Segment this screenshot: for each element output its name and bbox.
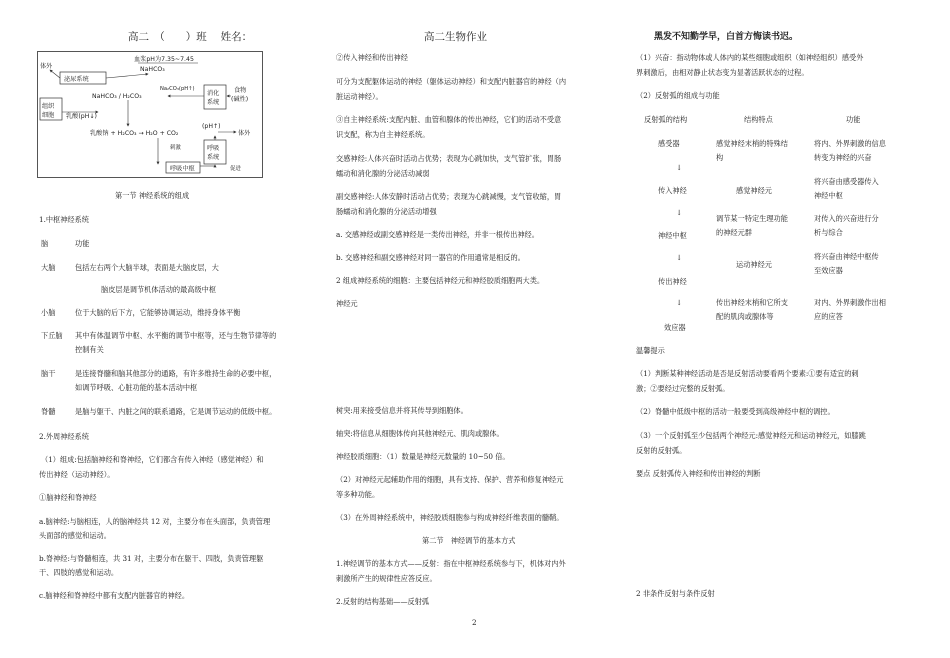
excitation-definition: （1）兴奋：指动物体或人体内的某些细胞或组织（如神经组织）感受外: [636, 53, 864, 62]
pns-composition-2: 传出神经（运动神经）。: [39, 470, 115, 479]
arrow-down-1: ↓: [676, 163, 683, 172]
row-hypothalamus-v1: 其中有体温调节中枢、水平衡的调节中枢等，还与生物节律等的: [75, 331, 277, 340]
arrow-down-2: ↓: [676, 208, 683, 217]
th-structure: 反射弧的结构: [644, 115, 688, 124]
row-center-c2: 析与综合: [814, 228, 843, 237]
row-center-b2: 的神经元群: [716, 228, 752, 237]
th-feature: 结构特点: [744, 115, 773, 124]
pns-composition: （1）组成:包括脑神经和脊神经，它们都含有传入神经（感觉神经）和: [41, 455, 264, 464]
neuron-label: 神经元: [336, 299, 358, 308]
somatic-visceral: 可分为支配躯体运动的神经（躯体运动神经）和支配内脏器官的神经（内: [336, 77, 567, 86]
cranial-nerves: a.脑神经:与脑相连，人的脑神经共 12 对，主要分布在头面部，负责管理: [39, 517, 271, 526]
column-2: [336, 0, 626, 658]
row-efferent-c1: 将兴奋由神经中枢传: [814, 252, 879, 261]
sympathetic-2: 蠕动和消化腺的分泌活动减弱: [336, 169, 430, 178]
row-center: 神经中枢: [658, 231, 687, 240]
excitation-definition-2: 界刺激后，由相对静止状态变为显著活跃状态的过程。: [636, 68, 809, 77]
lactate-equation: 乳酸钠 + H₂CO₃ → H₂O + CO₂: [90, 130, 179, 137]
sympathetic: 交感神经:人体兴奋时活动占优势；表现为心跳加快，支气管扩张，胃肠: [336, 154, 562, 163]
row-afferent-c1: 将兴奋由感受器传入: [814, 177, 879, 186]
lactic-acid: 乳酸(pH↓): [66, 113, 97, 120]
autonomic-system: ③自主神经系统:支配内脏、血管和腺体的传出神经，它们的活动不受意: [336, 115, 562, 124]
row-hypothalamus-v2: 控制有关: [75, 345, 104, 354]
svg-text:(碱性): (碱性): [231, 96, 249, 103]
tips-heading: 温馨提示: [636, 346, 665, 355]
row-cerebrum-key: 大脑: [41, 263, 56, 272]
svg-text:细胞: 细胞: [42, 112, 55, 119]
section1-title: 第一节 神经系统的组成: [115, 191, 190, 200]
somatic-visceral-2: 脏运动神经）。: [336, 92, 383, 101]
arrow-down-3: ↓: [676, 253, 683, 262]
row-receptor-c2: 转变为神经的兴奋: [814, 153, 872, 162]
row-center-c1: 对传入的兴奋进行分: [814, 214, 879, 223]
row-efferent-b1: 运动神经元: [736, 260, 772, 269]
row-center-b1: 调节某一特定生理功能: [716, 214, 788, 223]
row-receptor: 感受器: [658, 139, 680, 148]
row-receptor-b1: 感觉神经末梢的特殊结: [716, 139, 788, 148]
row-hypothalamus-key: 下丘脑: [41, 331, 63, 340]
glia-myelin: （3）在外周神经系统中，神经胶质细胞参与构成神经纤维表面的髓鞘。: [336, 513, 564, 522]
th-function: 功能: [846, 115, 861, 124]
arrow-down-4: ↓: [676, 298, 683, 307]
food-label: 食物: [234, 87, 247, 94]
dendrite: 树突:用来接受信息并将其传导到细胞体。: [336, 406, 468, 415]
reflex-arc-heading: 2.反射的结构基础——反射弧: [336, 597, 430, 606]
respiratory-center: 呼吸中枢: [170, 165, 195, 173]
row-brainstem-v2: 如调节呼吸、心脏功能的基本活动中枢: [75, 383, 198, 392]
row-cerebrum-v2: 脑皮层是调节机体活动的最高级中枢: [101, 285, 217, 294]
parasympathetic-2: 肠蠕动和消化腺的分泌活动增强: [336, 207, 437, 216]
tip-3: （3）一个反射弧至少包括两个神经元:感觉神经元和运动神经元，如膝跳: [636, 431, 866, 440]
tip-1: （1）判断某种神经活动是否是反射活动要看两个要素:①要有适宜的刺: [636, 369, 859, 378]
plasma-ph-label: 血浆pH为7.35~7.45: [134, 56, 194, 63]
th-function: 功能: [75, 239, 90, 248]
key-point: 要点 反射弧传入神经和传出神经的判断: [636, 469, 761, 478]
spinal-nerves: b.脊神经:与脊髓相连，共 31 对，主要分布在躯干、四肢，负责管理躯: [39, 554, 264, 563]
stimulate-label: 刺激: [170, 145, 181, 151]
svg-text:系统: 系统: [207, 99, 220, 106]
spinal-nerves-2: 干、四肢的感觉和运动。: [39, 568, 119, 577]
row-brainstem-key: 脑干: [41, 369, 56, 378]
header-motto: 黑发不知勤学早，白首方悔读书迟。: [654, 32, 799, 42]
buffer-pair: NaHCO₃ / H₂CO₃: [92, 93, 142, 100]
ph-up: (pH↑): [202, 123, 221, 130]
row-effector-c2: 应的应答: [814, 312, 843, 321]
body-out-2: 体外: [238, 130, 251, 137]
axon: 轴突:将信息从细胞体传向其他神经元、肌肉或腺体。: [336, 429, 504, 438]
row-efferent: 传出神经: [658, 277, 687, 286]
column-1: [37, 0, 319, 658]
header-class-name: 高二 （ ）班 姓名：: [128, 31, 253, 43]
row-spinal-key: 脊髓: [41, 407, 56, 416]
parasympathetic: 副交感神经:人体安静时活动占优势；表现为心跳减慢，支气管收缩，胃: [336, 192, 562, 201]
cranial-nerves-2: 头面部的感觉和运动。: [39, 531, 111, 540]
header-title: 高二生物作业: [424, 31, 487, 43]
cranial-spinal-heading: ①脑神经和脊神经: [39, 493, 97, 502]
reflex-arc-subheading: （2）反射弧的组成与功能: [636, 91, 720, 100]
glia-function-2: 等多种功能。: [336, 490, 380, 499]
visceral-nerves: c.脑神经和脊神经中都有支配内脏器官的神经。: [39, 591, 190, 600]
glia-count: 神经胶质细胞：（1）数量是神经元数量的 10~50 倍。: [336, 452, 510, 461]
reflex-definition: 1.神经调节的基本方式——反射：指在中枢神经系统参与下，机体对内外: [336, 559, 566, 568]
na2co3-label: Na₂CO₃(pH↑): [160, 86, 195, 92]
row-effector-b2: 配的肌肉或腺体等: [716, 312, 774, 321]
row-efferent-c2: 至效应器: [814, 266, 843, 275]
reflex-definition-2: 刺激所产生的规律性应答反应。: [336, 574, 437, 583]
page-number: 2: [472, 618, 477, 627]
row-cerebellum-v1: 位于大脑的后下方，它能够协调运动，维持身体平衡: [75, 308, 241, 317]
unconditioned-heading: 2 非条件反射与条件反射: [636, 589, 715, 598]
row-afferent-c2: 神经中枢: [814, 191, 843, 200]
note-b: b. 交感神经和副交感神经对同一器官的作用通常是相反的。: [336, 253, 525, 262]
row-afferent: 传入神经: [658, 186, 687, 195]
cell-types: 2 组成神经系统的细胞：主要包括神经元和神经胶质细胞两大类。: [336, 276, 545, 285]
tip-2: （2）脊髓中低级中枢的活动一般要受到高级神经中枢的调控。: [636, 407, 835, 416]
row-cerebrum-v1: 包括左右两个大脑半球，表面是大脑皮层，大: [75, 263, 219, 272]
row-spinal-v1: 是脑与躯干、内脏之间的联系通路，它是调节运动的低级中枢。: [75, 407, 277, 416]
glia-function: （2）对神经元起辅助作用的细胞，具有支持、保护、营养和修复神经元: [336, 475, 564, 484]
note-a: a. 交感神经或副交感神经是一类传出神经，并非一根传出神经。: [336, 230, 539, 239]
row-receptor-c1: 将内、外界刺激的信息: [814, 139, 886, 148]
section2-title: 第二节 神经调节的基本方式: [422, 536, 516, 545]
tip-1b: 激；②要经过完整的反射弧。: [636, 384, 730, 393]
respiratory-system: 呼吸: [207, 145, 220, 152]
th-brain: 脑: [41, 239, 49, 248]
pns-heading: 2.外周神经系统: [39, 432, 89, 441]
row-afferent-b1: 感觉神经元: [736, 186, 772, 195]
digestive-system: 消化: [207, 90, 220, 97]
cns-heading: 1.中枢神经系统: [39, 215, 89, 224]
column-3: [636, 0, 918, 658]
row-effector-b1: 传出神经末梢和它所支: [716, 298, 788, 307]
row-effector-c1: 对内、外界刺激作出相: [814, 298, 886, 307]
row-effector: 效应器: [664, 323, 686, 332]
autonomic-system-2: 识支配，称为自主神经系统。: [336, 130, 430, 139]
promote-label: 促进: [230, 166, 241, 172]
afferent-efferent-heading: ②传入神经和传出神经: [336, 53, 408, 62]
body-out-label: 体外: [40, 63, 53, 70]
svg-text:系统: 系统: [207, 154, 220, 161]
tip-3b: 反射的反射弧。: [636, 446, 687, 455]
row-brainstem-v1: 是连接脊髓和脑其他部分的通路，有许多维持生命的必要中枢，: [75, 369, 277, 378]
tissue-cells: 组织: [42, 103, 55, 110]
nahco3-top: NaHCO₃: [140, 66, 165, 73]
row-cerebellum-key: 小脑: [41, 308, 56, 317]
row-receptor-b2: 构: [716, 153, 724, 162]
urinary-system: 泌尿系统: [64, 76, 89, 83]
